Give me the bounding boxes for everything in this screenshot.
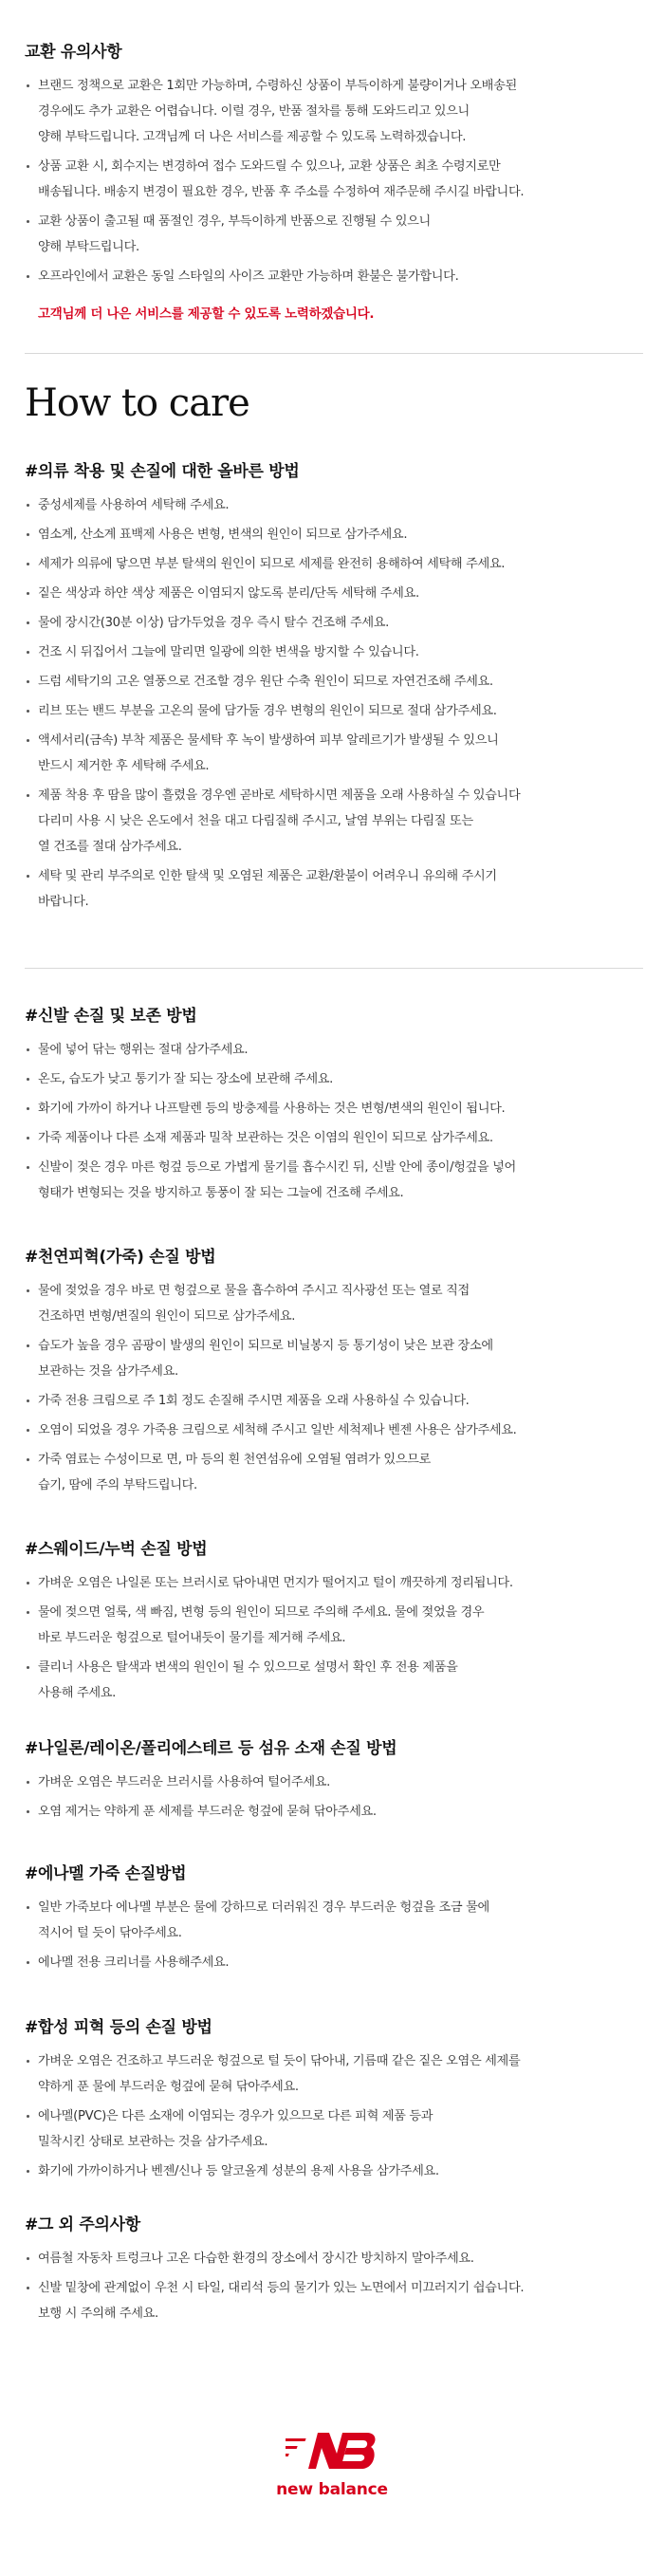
synthetic-leather-list bbox=[25, 2048, 643, 2184]
list-item: 오염이 되었을 경우 가죽용 크림으로 세척해 주시고 일반 세척제나 벤젠 사용은 삼가주세요. bbox=[25, 1418, 643, 1443]
enamel-care-section bbox=[25, 1860, 643, 1979]
other-notes-section bbox=[25, 2211, 643, 2330]
list-item: 건조 시 뒤집어서 그늘에 말리면 일광에 의한 변색을 방지할 수 있습니다. bbox=[25, 639, 643, 665]
list-item: 화기에 가까이 하거나 나프탈렌 등의 방충제를 사용하는 것은 변형/변색의 원인이 됩니다. bbox=[25, 1096, 643, 1121]
exchange-note: 고객님께 더 나은 서비스를 제공할 수 있도록 노력하겠습니다. bbox=[38, 306, 375, 322]
synthetic-leather-title: #합성 피혁 등의 손질 방법 bbox=[25, 2018, 212, 2037]
list-item: 가죽 염료는 수성이므로 면, 마 등의 흰 천연섬유에 오염될 염려가 있으므로 습기, 땀에 주의 부탁드립니다. bbox=[25, 1447, 643, 1498]
list-item: 중성세제를 사용하여 세탁해 주세요. bbox=[25, 492, 643, 518]
clothing-care-section bbox=[25, 457, 643, 918]
list-item: 일반 가죽보다 에나멜 부분은 물에 강하므로 더러워진 경우 부드러운 헝겊을 조금 물에 적시어 털 듯이 닦아주세요. bbox=[25, 1895, 643, 1946]
list-item: 온도, 습도가 낮고 통기가 잘 되는 장소에 보관해 주세요. bbox=[25, 1066, 643, 1092]
synthetic-leather-section bbox=[25, 2013, 643, 2188]
list-item: 클리너 사용은 탈색과 변색의 원인이 될 수 있으므로 설명서 확인 후 전용 제품을 사용해 주세요. bbox=[25, 1655, 643, 1706]
list-item: 세탁 및 관리 부주의로 인한 탈색 및 오염된 제품은 교환/환불이 어려우니 유의해 주시기 바랍니다. bbox=[25, 863, 643, 915]
other-notes-title: #그 외 주의사항 bbox=[25, 2215, 140, 2234]
list-item: 오프라인에서 교환은 동일 스타일의 사이즈 교환만 가능하며 환불은 불가합니다. bbox=[25, 264, 643, 289]
leather-care-title: #천연피혁(가죽) 손질 방법 bbox=[25, 1248, 216, 1267]
list-item: 물에 넣어 닦는 행위는 절대 삼가주세요. bbox=[25, 1037, 643, 1063]
shoes-care-section bbox=[25, 1002, 643, 1210]
fiber-care-list bbox=[25, 1770, 643, 1825]
divider bbox=[25, 968, 643, 969]
list-item: 가벼운 오염은 건조하고 부드러운 헝겊으로 털 듯이 닦아내, 기름때 같은 짙은 오염은 세제를 약하게 푼 물에 부드러운 헝겊에 묻혀 닦아주세요. bbox=[25, 2048, 643, 2100]
list-item: 물에 젖으면 얼룩, 색 빠짐, 변형 등의 원인이 되므로 주의해 주세요. 물에 젖었을 경우 바로 부드러운 헝겊으로 털어내듯이 물기를 제거해 주세요. bbox=[25, 1600, 643, 1651]
brand-logo bbox=[0, 2427, 664, 2499]
list-item: 화기에 가까이하거나 벤젠/신나 등 알코올계 성분의 용제 사용을 삼가주세요. bbox=[25, 2159, 643, 2184]
list-item: 물에 젖었을 경우 바로 면 헝겊으로 물을 흡수하여 주시고 직사광선 또는 열로 직접 건조하면 변형/변질의 원인이 되므로 삼가주세요. bbox=[25, 1278, 643, 1329]
list-item: 상품 교환 시, 회수지는 변경하여 접수 도와드릴 수 있으나, 교환 상품은 최초 수령지로만 배송됩니다. 배송지 변경이 필요한 경우, 반품 후 주소를 수정하여 재주문해 주시길 바랍니다. bbox=[25, 154, 643, 205]
list-item: 가벼운 오염은 부드러운 브러시를 사용하여 털어주세요. bbox=[25, 1770, 643, 1795]
list-item: 오염 제거는 약하게 푼 세제를 부드러운 헝겊에 묻혀 닦아주세요. bbox=[25, 1799, 643, 1825]
list-item: 가죽 제품이나 다른 소재 제품과 밀착 보관하는 것은 이염의 원인이 되므로 삼가주세요. bbox=[25, 1125, 643, 1151]
clothing-care-list bbox=[25, 492, 643, 915]
suede-care-list bbox=[25, 1570, 643, 1706]
enamel-care-title: #에나멜 가죽 손질방법 bbox=[25, 1864, 187, 1883]
nb-logo-icon bbox=[286, 2427, 378, 2474]
other-notes-list bbox=[25, 2246, 643, 2326]
divider bbox=[25, 353, 643, 354]
enamel-care-list bbox=[25, 1895, 643, 1975]
list-item: 신발이 젖은 경우 마른 헝겊 등으로 가볍게 물기를 흡수시킨 뒤, 신발 안에 종이/헝겊을 넣어 형태가 변형되는 것을 방지하고 통풍이 잘 되는 그늘에 건조해 주세요. bbox=[25, 1155, 643, 1206]
list-item: 신발 밑창에 관계없이 우천 시 타일, 대리석 등의 물기가 있는 노면에서 미끄러지기 쉽습니다. 보행 시 주의해 주세요. bbox=[25, 2275, 643, 2326]
fiber-care-title: #나일론/레이온/폴리에스테르 등 섬유 소재 손질 방법 bbox=[25, 1739, 397, 1758]
list-item: 에나멜 전용 크리너를 사용해주세요. bbox=[25, 1950, 643, 1975]
list-item: 가죽 전용 크림으로 주 1회 정도 손질해 주시면 제품을 오래 사용하실 수 있습니다. bbox=[25, 1388, 643, 1414]
leather-care-list bbox=[25, 1278, 643, 1498]
how-to-care-heading bbox=[25, 381, 643, 425]
list-item: 액세서리(금속) 부착 제품은 물세탁 후 녹이 발생하여 피부 알레르기가 발생될 수 있으니 반드시 제거한 후 세탁해 주세요. bbox=[25, 728, 643, 779]
brand-name: new balance bbox=[276, 2480, 388, 2499]
list-item: 여름철 자동차 트렁크나 고온 다습한 환경의 장소에서 장시간 방치하지 말아주세요. bbox=[25, 2246, 643, 2271]
list-item: 브랜드 정책으로 교환은 1회만 가능하며, 수령하신 상품이 부득이하게 불량이거나 오배송된 경우에도 추가 교환은 어렵습니다. 이럴 경우, 반품 절차를 통해 도와드리고 있으니 양해 부탁드립니다. 고객님께 더 나은 서비스를 제공할 수 있도록 노력하겠습니다. bbox=[25, 73, 643, 150]
list-item: 에나멜(PVC)은 다른 소재에 이염되는 경우가 있으므로 다른 피혁 제품 등과 밀착시킨 상태로 보관하는 것을 삼가주세요. bbox=[25, 2103, 643, 2155]
exchange-title: 교환 유의사항 bbox=[25, 43, 122, 62]
leather-care-section bbox=[25, 1243, 643, 1502]
list-item: 드럼 세탁기의 고온 열풍으로 건조할 경우 원단 수축 원인이 되므로 자연건조해 주세요. bbox=[25, 669, 643, 695]
shoes-care-list bbox=[25, 1037, 643, 1206]
list-item: 리브 또는 밴드 부분을 고온의 물에 담가둘 경우 변형의 원인이 되므로 절대 삼가주세요. bbox=[25, 698, 643, 724]
list-item: 물에 장시간(30분 이상) 담가두었을 경우 즉시 탈수 건조해 주세요. bbox=[25, 610, 643, 636]
list-item: 염소계, 산소계 표백제 사용은 변형, 변색의 원인이 되므로 삼가주세요. bbox=[25, 522, 643, 547]
clothing-care-title: #의류 착용 및 손질에 대한 올바른 방법 bbox=[25, 462, 300, 481]
list-item: 제품 착용 후 땀을 많이 흘렸을 경우엔 곧바로 세탁하시면 제품을 오래 사용하실 수 있습니다 다리미 사용 시 낮은 온도에서 천을 대고 다림질해 주시고, 날염 부위는 다림질 또는 열 건조를 절대 삼가주세요. bbox=[25, 783, 643, 860]
exchange-section bbox=[25, 38, 643, 322]
list-item: 습도가 높을 경우 곰팡이 발생의 원인이 되므로 비닐봉지 등 통기성이 낮은 보관 장소에 보관하는 것을 삼가주세요. bbox=[25, 1333, 643, 1384]
list-item: 가벼운 오염은 나일론 또는 브러시로 닦아내면 먼지가 떨어지고 털이 깨끗하게 정리됩니다. bbox=[25, 1570, 643, 1596]
list-item: 교환 상품이 출고될 때 품절인 경우, 부득이하게 반품으로 진행될 수 있으니 양해 부탁드립니다. bbox=[25, 209, 643, 260]
suede-care-section bbox=[25, 1535, 643, 1710]
fiber-care-section bbox=[25, 1734, 643, 1828]
list-item: 짙은 색상과 하얀 색상 제품은 이염되지 않도록 분리/단독 세탁해 주세요. bbox=[25, 581, 643, 606]
exchange-list bbox=[25, 73, 643, 289]
how-to-care-title: How to care bbox=[25, 381, 249, 425]
list-item: 세제가 의류에 닿으면 부분 탈색의 원인이 되므로 세제를 완전히 용해하여 세탁해 주세요. bbox=[25, 551, 643, 577]
shoes-care-title: #신발 손질 및 보존 방법 bbox=[25, 1007, 197, 1026]
suede-care-title: #스웨이드/누벅 손질 방법 bbox=[25, 1540, 208, 1559]
